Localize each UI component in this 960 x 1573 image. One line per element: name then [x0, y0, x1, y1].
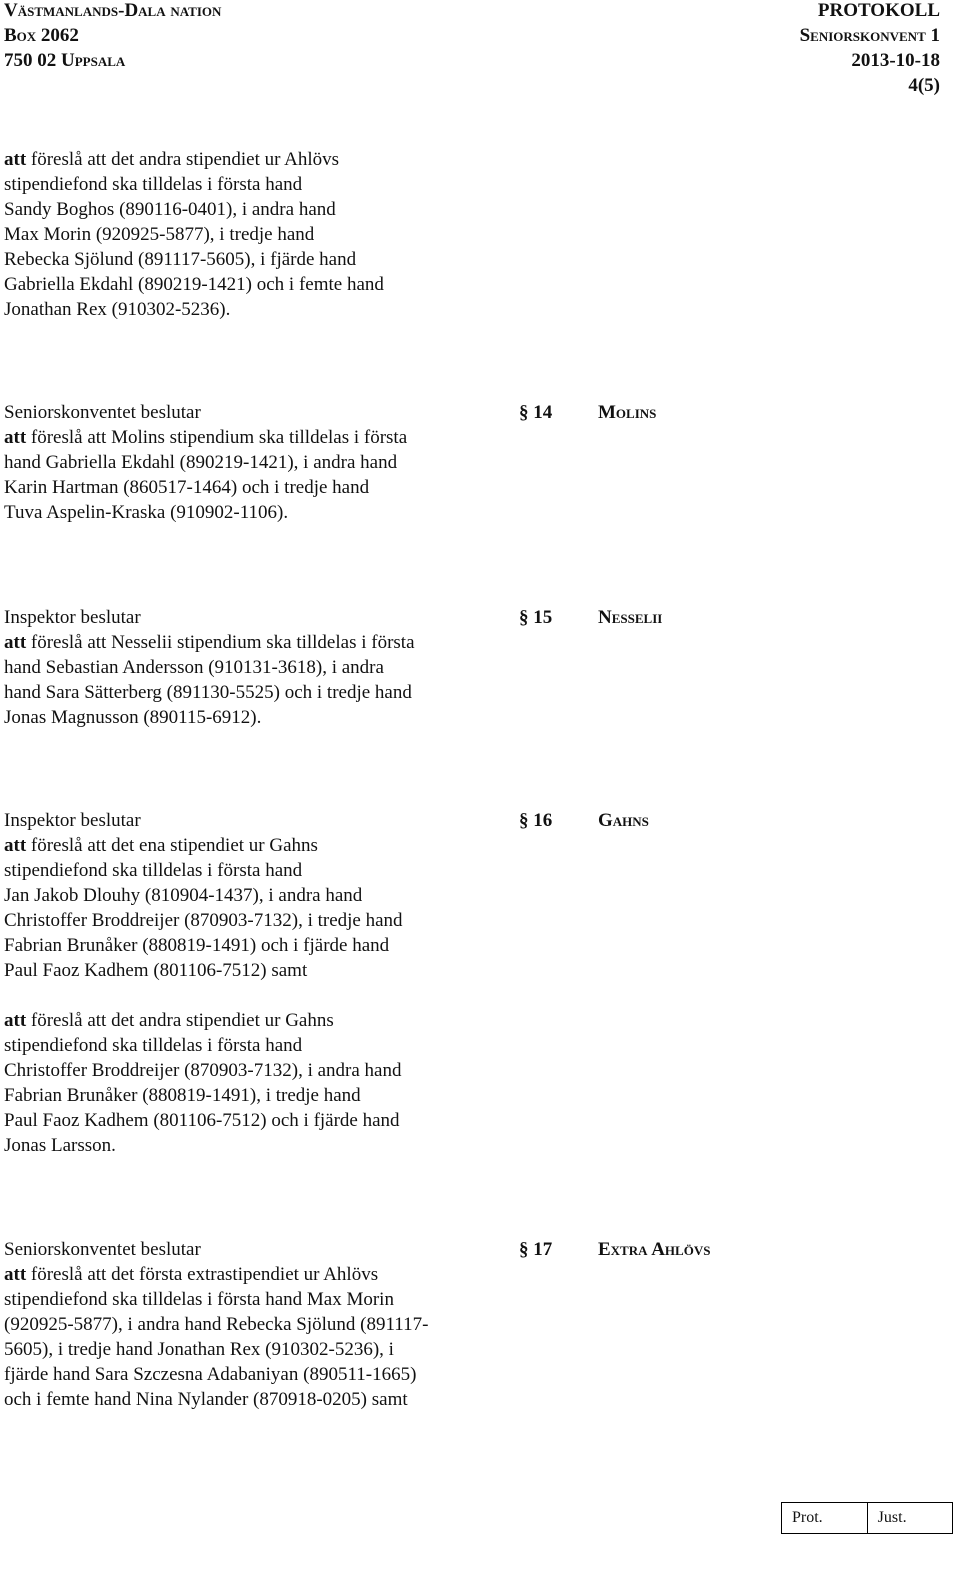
text-line — [4, 833, 504, 858]
line-text: föreslå att det ena stipendiet ur Gahns — [26, 835, 318, 856]
line-text: fjärde hand Sara Szczesna Adabaniyan (890511-1665) — [4, 1364, 417, 1385]
line-text: föreslå att Nesselii stipendium ska tilldelas i första — [26, 632, 415, 653]
line-text: Jan Jakob Dlouhy (810904-1437), i andra hand — [4, 885, 363, 906]
text-line — [4, 680, 504, 705]
section-17-title: Extra Ahlövs — [598, 1239, 711, 1260]
line-text: Sandy Boghos (890116-0401), i andra hand — [4, 199, 336, 220]
line-text: och i femte hand Nina Nylander (870918-0205) samt — [4, 1389, 408, 1410]
text-line — [4, 400, 504, 425]
keyword-att: att — [4, 1010, 27, 1031]
section-14-text — [4, 400, 504, 525]
line-text: Paul Faoz Kadhem (801106-7512) samt — [4, 960, 308, 981]
line-text: Inspektor beslutar — [4, 810, 141, 831]
line-text: Karin Hartman (860517-1464) och i tredje hand — [4, 477, 370, 498]
text-line — [4, 1262, 504, 1287]
header-date: 2013-10-18 — [851, 50, 940, 71]
text-line — [4, 983, 504, 1008]
section-15-text — [4, 605, 504, 730]
line-text: Paul Faoz Kadhem (801106-7512) och i fjärde hand — [4, 1110, 400, 1131]
text-line — [4, 705, 504, 730]
keyword-att: att — [4, 149, 27, 170]
keyword-att: att — [4, 835, 27, 856]
section-15-title: Nesselii — [598, 607, 663, 628]
section-17-text — [4, 1237, 504, 1412]
keyword-att: att — [4, 1264, 27, 1285]
line-text: hand Sara Sätterberg (891130-5525) och i tredje hand — [4, 682, 412, 703]
signature-just: Just. — [867, 1503, 952, 1534]
line-text: Inspektor beslutar — [4, 607, 141, 628]
signature-prot: Prot. — [782, 1503, 868, 1534]
text-line — [4, 1133, 504, 1158]
line-text: stipendiefond ska tilldelas i första hand — [4, 1035, 303, 1056]
line-text: Christoffer Broddreijer (870903-7132), i andra hand — [4, 1060, 402, 1081]
text-line — [4, 1008, 504, 1033]
line-text: stipendiefond ska tilldelas i första hand Max Morin — [4, 1289, 394, 1310]
header-page: 4(5) — [908, 75, 940, 96]
line-text: Christoffer Broddreijer (870903-7132), i tredje hand — [4, 910, 403, 931]
header-meeting: Seniorskonvent 1 — [799, 25, 940, 46]
line-text: föreslå att Molins stipendium ska tilldelas i första — [26, 427, 408, 448]
line-text: Tuva Aspelin-Kraska (910902-1106). — [4, 502, 289, 523]
line-text: stipendiefond ska tilldelas i första hand — [4, 174, 303, 195]
line-text: hand Gabriella Ekdahl (890219-1421), i andra hand — [4, 452, 398, 473]
header-right — [800, 0, 940, 98]
line-text: 5605), i tredje hand Jonathan Rex (910302-5236), i — [4, 1339, 394, 1360]
line-text: Fabrian Brunåker (880819-1491), i tredje hand — [4, 1085, 361, 1106]
line-text: Fabrian Brunåker (880819-1491) och i fjärde hand — [4, 935, 390, 956]
section-16-title: Gahns — [598, 810, 649, 831]
header-box: Box 2062 — [4, 25, 79, 46]
text-line — [4, 1033, 504, 1058]
line-text: Seniorskonventet beslutar — [4, 402, 201, 423]
section-14-title: Molins — [598, 402, 657, 423]
section-16-text — [4, 808, 504, 1158]
header-left — [4, 0, 221, 73]
section-15-number: § 15 — [519, 607, 553, 628]
header-org: Västmanlands-Dala nation — [4, 0, 222, 21]
keyword-att: att — [4, 632, 27, 653]
text-line — [4, 197, 504, 222]
text-line — [4, 1083, 504, 1108]
keyword-att: att — [4, 427, 27, 448]
header-city: 750 02 Uppsala — [4, 50, 126, 71]
section-14-number: § 14 — [519, 402, 553, 423]
text-line — [4, 247, 504, 272]
text-line — [4, 883, 504, 908]
text-line — [4, 297, 504, 322]
section-16-number: § 16 — [519, 810, 553, 831]
text-line — [4, 858, 504, 883]
text-line — [4, 172, 504, 197]
line-text: föreslå att det andra stipendiet ur Gahns — [26, 1010, 334, 1031]
text-line — [4, 958, 504, 983]
text-line — [4, 808, 504, 833]
text-line — [4, 1312, 504, 1337]
text-line — [4, 475, 504, 500]
text-line — [4, 222, 504, 247]
text-line — [4, 1337, 504, 1362]
text-line — [4, 605, 504, 630]
line-text: Jonas Larsson. — [4, 1135, 116, 1156]
header-doc-type: PROTOKOLL — [817, 0, 940, 21]
line-text: Jonathan Rex (910302-5236). — [4, 299, 231, 320]
line-text: stipendiefond ska tilldelas i första hand — [4, 860, 303, 881]
line-text: Rebecka Sjölund (891117-5605), i fjärde hand — [4, 249, 357, 270]
line-text: (920925-5877), i andra hand Rebecka Sjölund (891117- — [4, 1314, 429, 1335]
line-text: föreslå att det första extrastipendiet ur Ahlövs — [26, 1264, 379, 1285]
text-line — [4, 450, 504, 475]
signature-box — [781, 1502, 953, 1534]
text-line — [4, 272, 504, 297]
text-line — [4, 1237, 504, 1262]
text-line — [4, 1058, 504, 1083]
text-line — [4, 1108, 504, 1133]
text-line — [4, 655, 504, 680]
text-line — [4, 1362, 504, 1387]
text-line — [4, 500, 504, 525]
line-text: Max Morin (920925-5877), i tredje hand — [4, 224, 315, 245]
line-text: Jonas Magnusson (890115-6912). — [4, 707, 262, 728]
text-line — [4, 933, 504, 958]
paragraph-ahlovs-second — [4, 147, 504, 322]
text-line — [4, 908, 504, 933]
text-line — [4, 147, 504, 172]
line-text: Seniorskonventet beslutar — [4, 1239, 201, 1260]
text-line — [4, 1287, 504, 1312]
line-text: Gabriella Ekdahl (890219-1421) och i femte hand — [4, 274, 384, 295]
line-text: hand Sebastian Andersson (910131-3618), i andra — [4, 657, 384, 678]
text-line — [4, 1387, 504, 1412]
section-17-number: § 17 — [519, 1239, 553, 1260]
text-line — [4, 425, 504, 450]
text-line — [4, 630, 504, 655]
line-text: föreslå att det andra stipendiet ur Ahlövs — [26, 149, 340, 170]
